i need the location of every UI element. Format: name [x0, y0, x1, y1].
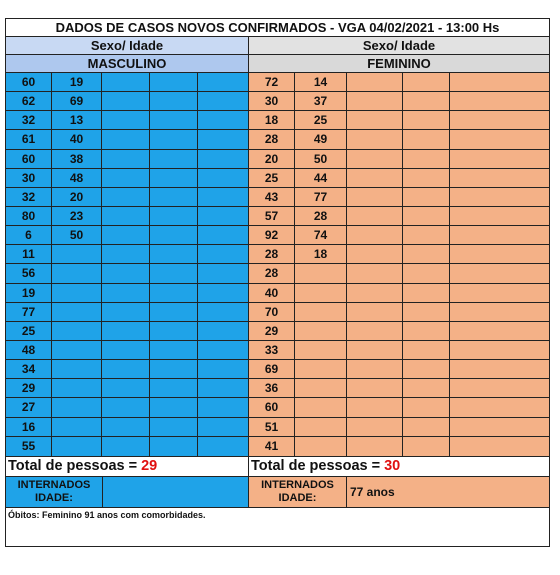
male-ages [6, 73, 249, 456]
female-age-row [249, 379, 549, 398]
male-age-row [6, 284, 248, 303]
subheader-male: Sexo/ Idade [6, 37, 249, 54]
female-age-row [249, 150, 549, 169]
male-age-row [6, 150, 248, 169]
female-age-cell: 25 [249, 169, 295, 187]
female-age-row [249, 437, 549, 456]
total-male [6, 457, 249, 476]
internados-male [6, 477, 249, 507]
male-age-cell: 50 [52, 226, 102, 244]
male-age-cell [102, 264, 150, 282]
female-age-cell [403, 264, 450, 282]
male-age-row [6, 398, 248, 417]
internados-female-label [249, 477, 347, 507]
obitos-note: Óbitos: Feminino 91 anos com comorbidades. [8, 509, 206, 520]
male-age-row [6, 303, 248, 322]
female-age-cell [295, 398, 347, 416]
female-age-cell: 28 [295, 207, 347, 225]
male-age-cell: 80 [6, 207, 52, 225]
female-age-cell [450, 130, 549, 148]
male-age-cell [52, 360, 102, 378]
male-age-cell [52, 264, 102, 282]
male-age-cell [198, 360, 248, 378]
male-age-row [6, 264, 248, 283]
header-masculino: MASCULINO [6, 55, 249, 72]
female-age-cell [347, 398, 403, 416]
male-age-cell [198, 437, 248, 456]
male-age-cell: 32 [6, 111, 52, 129]
male-age-cell [198, 92, 248, 110]
female-age-cell [295, 264, 347, 282]
female-age-cell [403, 284, 450, 302]
female-age-cell [347, 437, 403, 456]
female-age-cell [295, 303, 347, 321]
male-age-cell [198, 303, 248, 321]
male-age-cell: 48 [52, 169, 102, 187]
male-age-cell [102, 245, 150, 263]
female-age-cell [450, 379, 549, 397]
total-female [249, 457, 549, 476]
female-age-cell [295, 437, 347, 456]
female-age-row [249, 207, 549, 226]
female-age-cell: 28 [249, 245, 295, 263]
male-age-cell: 23 [52, 207, 102, 225]
internados-row [6, 477, 549, 508]
female-age-cell: 69 [249, 360, 295, 378]
female-age-cell [450, 226, 549, 244]
female-age-cell [295, 284, 347, 302]
totals-row [6, 457, 549, 477]
male-age-row [6, 188, 248, 207]
female-age-cell [403, 169, 450, 187]
male-age-cell [52, 341, 102, 359]
male-age-cell [102, 188, 150, 206]
male-age-cell [198, 322, 248, 340]
female-age-cell: 37 [295, 92, 347, 110]
female-age-cell [450, 111, 549, 129]
male-age-cell [198, 284, 248, 302]
female-age-cell: 30 [249, 92, 295, 110]
female-age-row [249, 418, 549, 437]
subheader-row [6, 37, 549, 55]
female-age-cell [450, 418, 549, 436]
female-age-cell: 49 [295, 130, 347, 148]
male-age-cell [52, 398, 102, 416]
header-feminino: FEMININO [249, 55, 549, 72]
male-age-cell [102, 360, 150, 378]
male-age-cell: 48 [6, 341, 52, 359]
male-age-cell [150, 303, 198, 321]
male-age-cell [52, 245, 102, 263]
male-age-cell [102, 207, 150, 225]
female-age-cell [450, 303, 549, 321]
male-age-cell [102, 92, 150, 110]
female-age-cell: 57 [249, 207, 295, 225]
female-age-row [249, 130, 549, 149]
male-age-cell [150, 245, 198, 263]
internados-male-value [103, 477, 248, 507]
female-age-cell: 18 [249, 111, 295, 129]
male-age-cell: 69 [52, 92, 102, 110]
male-age-row [6, 169, 248, 188]
female-age-cell: 72 [249, 73, 295, 91]
male-age-cell [198, 73, 248, 91]
female-age-row [249, 226, 549, 245]
female-age-row [249, 245, 549, 264]
female-age-cell [403, 226, 450, 244]
female-age-row [249, 284, 549, 303]
male-age-cell [150, 150, 198, 168]
female-age-cell [450, 169, 549, 187]
male-age-cell [52, 284, 102, 302]
male-age-cell [150, 226, 198, 244]
female-ages [249, 73, 549, 456]
female-age-cell: 51 [249, 418, 295, 436]
internados-label-line2: IDADE: [278, 491, 317, 504]
female-age-cell [347, 264, 403, 282]
male-age-cell: 25 [6, 322, 52, 340]
male-age-cell [102, 322, 150, 340]
male-age-cell [150, 322, 198, 340]
male-age-cell [102, 169, 150, 187]
male-age-cell [102, 398, 150, 416]
female-age-cell [403, 92, 450, 110]
internados-female-value: 77 anos [350, 484, 395, 499]
male-age-cell [198, 341, 248, 359]
male-age-cell: 62 [6, 92, 52, 110]
female-age-cell: 18 [295, 245, 347, 263]
male-age-cell [102, 284, 150, 302]
female-age-cell: 44 [295, 169, 347, 187]
female-age-row [249, 322, 549, 341]
male-age-cell [198, 111, 248, 129]
male-age-cell [150, 341, 198, 359]
female-age-cell: 29 [249, 322, 295, 340]
female-age-row [249, 360, 549, 379]
male-age-row [6, 245, 248, 264]
female-age-cell: 43 [249, 188, 295, 206]
male-age-cell: 34 [6, 360, 52, 378]
female-age-cell [450, 264, 549, 282]
male-age-cell: 40 [52, 130, 102, 148]
male-age-cell [102, 341, 150, 359]
male-age-cell: 19 [6, 284, 52, 302]
subheader-female: Sexo/ Idade [249, 37, 549, 54]
female-age-cell [403, 341, 450, 359]
female-age-cell [347, 169, 403, 187]
male-age-row [6, 111, 248, 130]
male-age-row [6, 130, 248, 149]
female-age-cell [295, 341, 347, 359]
male-age-cell [102, 150, 150, 168]
female-age-cell [403, 322, 450, 340]
male-age-cell [198, 379, 248, 397]
total-female-label: Total de pessoas = [251, 457, 385, 474]
female-age-cell [347, 322, 403, 340]
female-age-cell: 41 [249, 437, 295, 456]
female-age-cell [347, 226, 403, 244]
male-age-cell: 60 [6, 150, 52, 168]
male-age-cell [150, 284, 198, 302]
female-age-cell: 92 [249, 226, 295, 244]
female-age-cell [403, 130, 450, 148]
male-age-cell [198, 150, 248, 168]
male-age-cell [150, 437, 198, 456]
male-age-cell: 19 [52, 73, 102, 91]
female-age-cell [403, 418, 450, 436]
male-age-row [6, 73, 248, 92]
female-age-cell: 77 [295, 188, 347, 206]
male-age-cell [150, 169, 198, 187]
male-age-row [6, 226, 248, 245]
female-age-cell [347, 73, 403, 91]
female-age-cell [403, 73, 450, 91]
female-age-cell [450, 92, 549, 110]
internados-label-line1: INTERNADOS [17, 478, 91, 491]
female-age-cell [450, 360, 549, 378]
male-age-cell [52, 418, 102, 436]
male-age-row [6, 437, 248, 456]
female-age-cell: 74 [295, 226, 347, 244]
male-age-cell [52, 322, 102, 340]
male-age-cell [102, 111, 150, 129]
female-age-cell [450, 437, 549, 456]
table-title: DADOS DE CASOS NOVOS CONFIRMADOS - VGA 04/02/2021 - 13:00 Hs [6, 19, 549, 37]
internados-label-line1: INTERNADOS [261, 478, 334, 491]
internados-female [249, 477, 549, 507]
female-age-row [249, 111, 549, 130]
male-age-cell [150, 130, 198, 148]
covid-cases-table [5, 18, 550, 547]
male-age-cell: 13 [52, 111, 102, 129]
female-age-cell: 33 [249, 341, 295, 359]
female-age-cell [347, 284, 403, 302]
female-age-cell [403, 207, 450, 225]
female-age-cell [347, 111, 403, 129]
total-male-value: 29 [141, 457, 158, 474]
male-age-cell [150, 92, 198, 110]
male-age-cell: 29 [6, 379, 52, 397]
female-age-cell: 25 [295, 111, 347, 129]
male-age-row [6, 418, 248, 437]
female-age-cell [450, 398, 549, 416]
female-age-cell [403, 111, 450, 129]
male-age-cell [52, 379, 102, 397]
female-age-row [249, 92, 549, 111]
female-age-cell [295, 322, 347, 340]
female-age-cell [450, 284, 549, 302]
female-age-cell [403, 245, 450, 263]
female-age-cell [403, 379, 450, 397]
female-age-cell [295, 379, 347, 397]
male-age-cell [52, 437, 102, 456]
female-age-cell: 60 [249, 398, 295, 416]
male-age-cell [198, 226, 248, 244]
male-age-cell [102, 130, 150, 148]
female-age-cell [450, 245, 549, 263]
female-age-cell [347, 130, 403, 148]
male-age-cell [198, 169, 248, 187]
female-age-cell [347, 341, 403, 359]
male-age-cell: 16 [6, 418, 52, 436]
male-age-row [6, 92, 248, 111]
male-age-cell: 11 [6, 245, 52, 263]
male-age-cell: 30 [6, 169, 52, 187]
female-age-cell [403, 188, 450, 206]
female-age-cell [450, 73, 549, 91]
female-age-row [249, 341, 549, 360]
male-age-cell [102, 73, 150, 91]
male-age-cell [150, 418, 198, 436]
female-age-cell [403, 303, 450, 321]
female-age-cell [347, 150, 403, 168]
female-age-cell: 36 [249, 379, 295, 397]
male-age-cell [102, 379, 150, 397]
total-male-label: Total de pessoas = [8, 457, 142, 474]
male-age-cell [150, 73, 198, 91]
male-age-cell: 77 [6, 303, 52, 321]
female-age-cell [450, 207, 549, 225]
male-age-row [6, 341, 248, 360]
male-age-cell [198, 418, 248, 436]
female-age-row [249, 73, 549, 92]
male-age-cell [198, 398, 248, 416]
female-age-cell [450, 341, 549, 359]
male-age-cell [150, 207, 198, 225]
male-age-cell [102, 226, 150, 244]
female-age-cell [403, 398, 450, 416]
female-age-row [249, 188, 549, 207]
male-age-row [6, 360, 248, 379]
female-age-cell [347, 303, 403, 321]
female-age-cell [450, 150, 549, 168]
male-age-cell: 27 [6, 398, 52, 416]
female-age-row [249, 264, 549, 283]
gender-header-row [6, 55, 549, 73]
male-age-cell [52, 303, 102, 321]
female-age-cell [295, 360, 347, 378]
male-age-cell [150, 360, 198, 378]
male-age-cell: 60 [6, 73, 52, 91]
female-age-cell [347, 360, 403, 378]
male-age-cell: 32 [6, 188, 52, 206]
female-age-cell: 70 [249, 303, 295, 321]
male-age-row [6, 379, 248, 398]
female-age-cell [347, 188, 403, 206]
male-age-cell [198, 264, 248, 282]
male-age-cell [102, 418, 150, 436]
male-age-cell [150, 398, 198, 416]
male-age-cell [102, 437, 150, 456]
internados-label-line2: IDADE: [35, 491, 73, 504]
female-age-cell: 14 [295, 73, 347, 91]
female-age-cell: 50 [295, 150, 347, 168]
male-age-cell [150, 188, 198, 206]
age-grid [6, 73, 549, 457]
female-age-cell [347, 418, 403, 436]
male-age-cell [198, 188, 248, 206]
male-age-cell [198, 245, 248, 263]
male-age-cell: 6 [6, 226, 52, 244]
female-age-cell [403, 437, 450, 456]
female-age-cell [347, 207, 403, 225]
female-age-cell [347, 92, 403, 110]
male-age-cell: 56 [6, 264, 52, 282]
female-age-cell [403, 150, 450, 168]
male-age-cell: 55 [6, 437, 52, 456]
female-age-cell: 40 [249, 284, 295, 302]
male-age-row [6, 207, 248, 226]
male-age-cell [198, 130, 248, 148]
internados-male-label [6, 477, 103, 507]
male-age-cell: 38 [52, 150, 102, 168]
male-age-row [6, 322, 248, 341]
female-age-cell [403, 360, 450, 378]
female-age-row [249, 303, 549, 322]
female-age-cell [450, 188, 549, 206]
male-age-cell [150, 264, 198, 282]
female-age-cell: 28 [249, 130, 295, 148]
female-age-cell [295, 418, 347, 436]
female-age-cell: 28 [249, 264, 295, 282]
male-age-cell [102, 303, 150, 321]
male-age-cell: 61 [6, 130, 52, 148]
female-age-cell [347, 245, 403, 263]
male-age-cell [150, 111, 198, 129]
female-age-row [249, 169, 549, 188]
female-age-cell [347, 379, 403, 397]
female-age-cell: 20 [249, 150, 295, 168]
male-age-cell [150, 379, 198, 397]
male-age-cell: 20 [52, 188, 102, 206]
total-female-value: 30 [384, 457, 401, 474]
male-age-cell [198, 207, 248, 225]
female-age-cell [450, 322, 549, 340]
female-age-row [249, 398, 549, 417]
